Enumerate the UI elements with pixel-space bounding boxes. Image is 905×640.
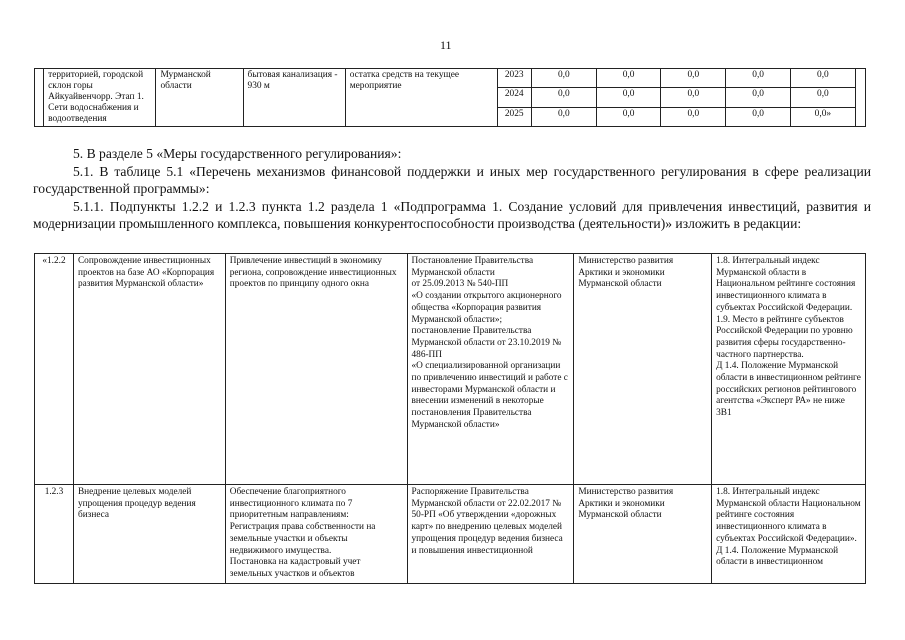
legal-basis: Постановление Правительства Мурманской области от 25.09.2013 № 540-ПП «О создании открытого акционерного общества «Корпорация развития Мурманской области»; постановление Правительства Мурманской области от 23.10.2019 № 486-ПП «О специализированной организации по привлечению инвестиций и работе с инвесторами Мурманской области и внесении изменений в некоторые постановления Правительства Мурманской области» <box>407 254 574 485</box>
value-cell: 0,0 <box>531 88 596 107</box>
value-cell: 0,0 <box>531 107 596 126</box>
target-indicators: 1.8. Интегральный индекс Мурманской области Национальном рейтинге состояния инвестиционного климата в субъектах Российской Федерации». Д 1.4. Положение Мурманской области в инвестиционном <box>712 485 866 584</box>
paragraph-section-5 <box>33 146 871 163</box>
item-code: 1.2.3 <box>35 485 74 584</box>
measure-purpose: Привлечение инвестиций в экономику региона, сопровождение инвестиционных проектов по принципу одного окна <box>225 254 407 485</box>
item-code: «1.2.2 <box>35 254 74 485</box>
value-cell: 0,0» <box>791 107 856 126</box>
value-cell: 0,0 <box>661 88 726 107</box>
measure-name: Сопровождение инвестиционных проектов на базе АО «Корпорация развития Мурманской области» <box>73 254 225 485</box>
measures-table <box>34 253 866 584</box>
measure-name: Внедрение целевых моделей упрощения процедур ведения бизнеса <box>73 485 225 584</box>
top-table <box>34 68 866 127</box>
year-cell: 2024 <box>497 88 531 107</box>
top-table-row <box>35 69 866 88</box>
location-cell: Мурманской области <box>156 69 243 127</box>
source-cell: остатка средств на текущее мероприятие <box>345 69 497 127</box>
year-cell: 2023 <box>497 69 531 88</box>
page-number: 11 <box>440 38 452 52</box>
measure-purpose: Обеспечение благоприятного инвестиционного климата по 7 приоритетным направлениям: Регистрация права собственности на земельные участки и объекты недвижимого имущества. Постановка на кадастровый учет земельных участков и объектов <box>225 485 407 584</box>
table-row <box>35 485 866 584</box>
value-cell: 0,0 <box>791 88 856 107</box>
capacity-cell: бытовая канализация - 930 м <box>243 69 345 127</box>
executor: Министерство развития Арктики и экономики Мурманской области <box>574 254 712 485</box>
value-cell: 0,0 <box>726 88 791 107</box>
executor: Министерство развития Арктики и экономики Мурманской области <box>574 485 712 584</box>
value-cell: 0,0 <box>596 107 661 126</box>
paragraph-table-5-1 <box>33 164 871 197</box>
value-cell: 0,0 <box>596 88 661 107</box>
value-cell: 0,0 <box>726 107 791 126</box>
value-cell: 0,0 <box>596 69 661 88</box>
paragraph-text: 5. В разделе 5 «Меры государственного регулирования»: <box>73 146 402 161</box>
paragraph-subitems <box>33 199 871 232</box>
legal-basis: Распоряжение Правительства Мурманской области от 22.02.2017 № 50-РП «Об утверждении «дорожных карт» по внедрению целевых моделей упрощения процедур ведения бизнеса и повышения инвестиционной <box>407 485 574 584</box>
value-cell: 0,0 <box>661 69 726 88</box>
paragraph-text: 5.1.1. Подпункты 1.2.2 и 1.2.3 пункта 1.2 раздела 1 «Подпрограмма 1. Создание условий для привлечения инвестиций, развития и модернизации промышленного комплекса, повышения конкурентоспособности производства (деятельности)» изложить в редакции: <box>33 199 871 231</box>
value-cell: 0,0 <box>791 69 856 88</box>
target-indicators: 1.8. Интегральный индекс Мурманской области в Национальном рейтинге состояния инвестиционного климата в субъектах Российской Федерации. 1.9. Место в рейтинге субъектов Российской Федерации по уровню развития сферы государственно-частного партнерства. Д 1.4. Положение Мурманской области в инвестиционном рейтинге российских регионов рейтингового агентства «Эксперт РА» не ниже 3В1 <box>712 254 866 485</box>
value-cell: 0,0 <box>531 69 596 88</box>
value-cell: 0,0 <box>726 69 791 88</box>
object-cell: территорией, городской склон горы Айкуайвенчорр. Этап 1. Сети водоснабжения и водоотведения <box>44 69 156 127</box>
value-cell: 0,0 <box>661 107 726 126</box>
paragraph-text: 5.1. В таблице 5.1 «Перечень механизмов финансовой поддержки и иных мер государственного регулирования в сфере реализации государственной программы»: <box>33 164 871 196</box>
year-cell: 2025 <box>497 107 531 126</box>
table-row <box>35 254 866 485</box>
